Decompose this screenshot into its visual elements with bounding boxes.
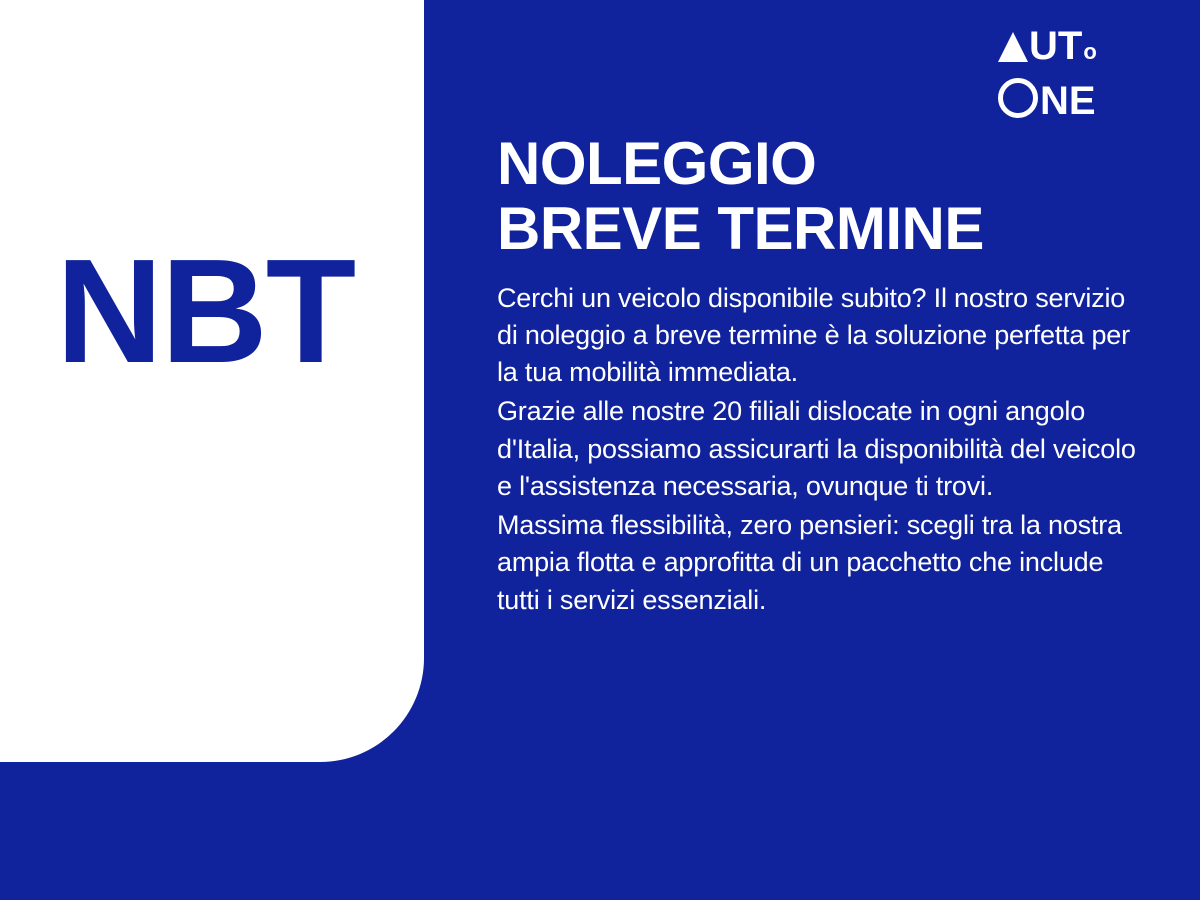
- headline-line-2: BREVE TERMINE: [497, 194, 984, 262]
- body-paragraph-1: Cerchi un veicolo disponibile subito? Il nostro servizio di noleggio a breve termine è la soluzione perfetta per la tua mobilità immediata.: [497, 282, 1130, 388]
- autoone-letter-u: U: [1029, 24, 1058, 68]
- autoone-letter-o-small: o: [1083, 39, 1097, 64]
- autoone-letter-e: E: [1068, 79, 1096, 123]
- body-paragraph-3: Massima flessibilità, zero pensieri: scegli tra la nostra ampia flotta e approfitta di un pacchetto che include tutti i servizi essenziali.: [497, 510, 1122, 615]
- left-white-panel: [0, 0, 424, 762]
- nbt-logo-text: NBT: [56, 229, 355, 394]
- content-block: [497, 132, 1145, 621]
- triangle-a-icon: [998, 32, 1028, 62]
- body-paragraph-2: Grazie alle nostre 20 filiali dislocate in ogni angolo d'Italia, possiamo assicurarti la disponibilità del veicolo e l'assistenza necessaria, ovunque ti trovi.: [497, 396, 1136, 501]
- autoone-logo-line2: [998, 74, 1148, 121]
- headline-line-1: NOLEGGIO: [497, 130, 817, 197]
- autoone-logo: [998, 24, 1148, 123]
- autoone-letter-t: T: [1057, 24, 1083, 68]
- autoone-letter-n: N: [1040, 79, 1069, 123]
- page-title: [497, 132, 1145, 262]
- body-copy: [497, 280, 1145, 619]
- autoone-logo-line1: [998, 26, 1148, 66]
- ring-o-icon: [998, 78, 1038, 118]
